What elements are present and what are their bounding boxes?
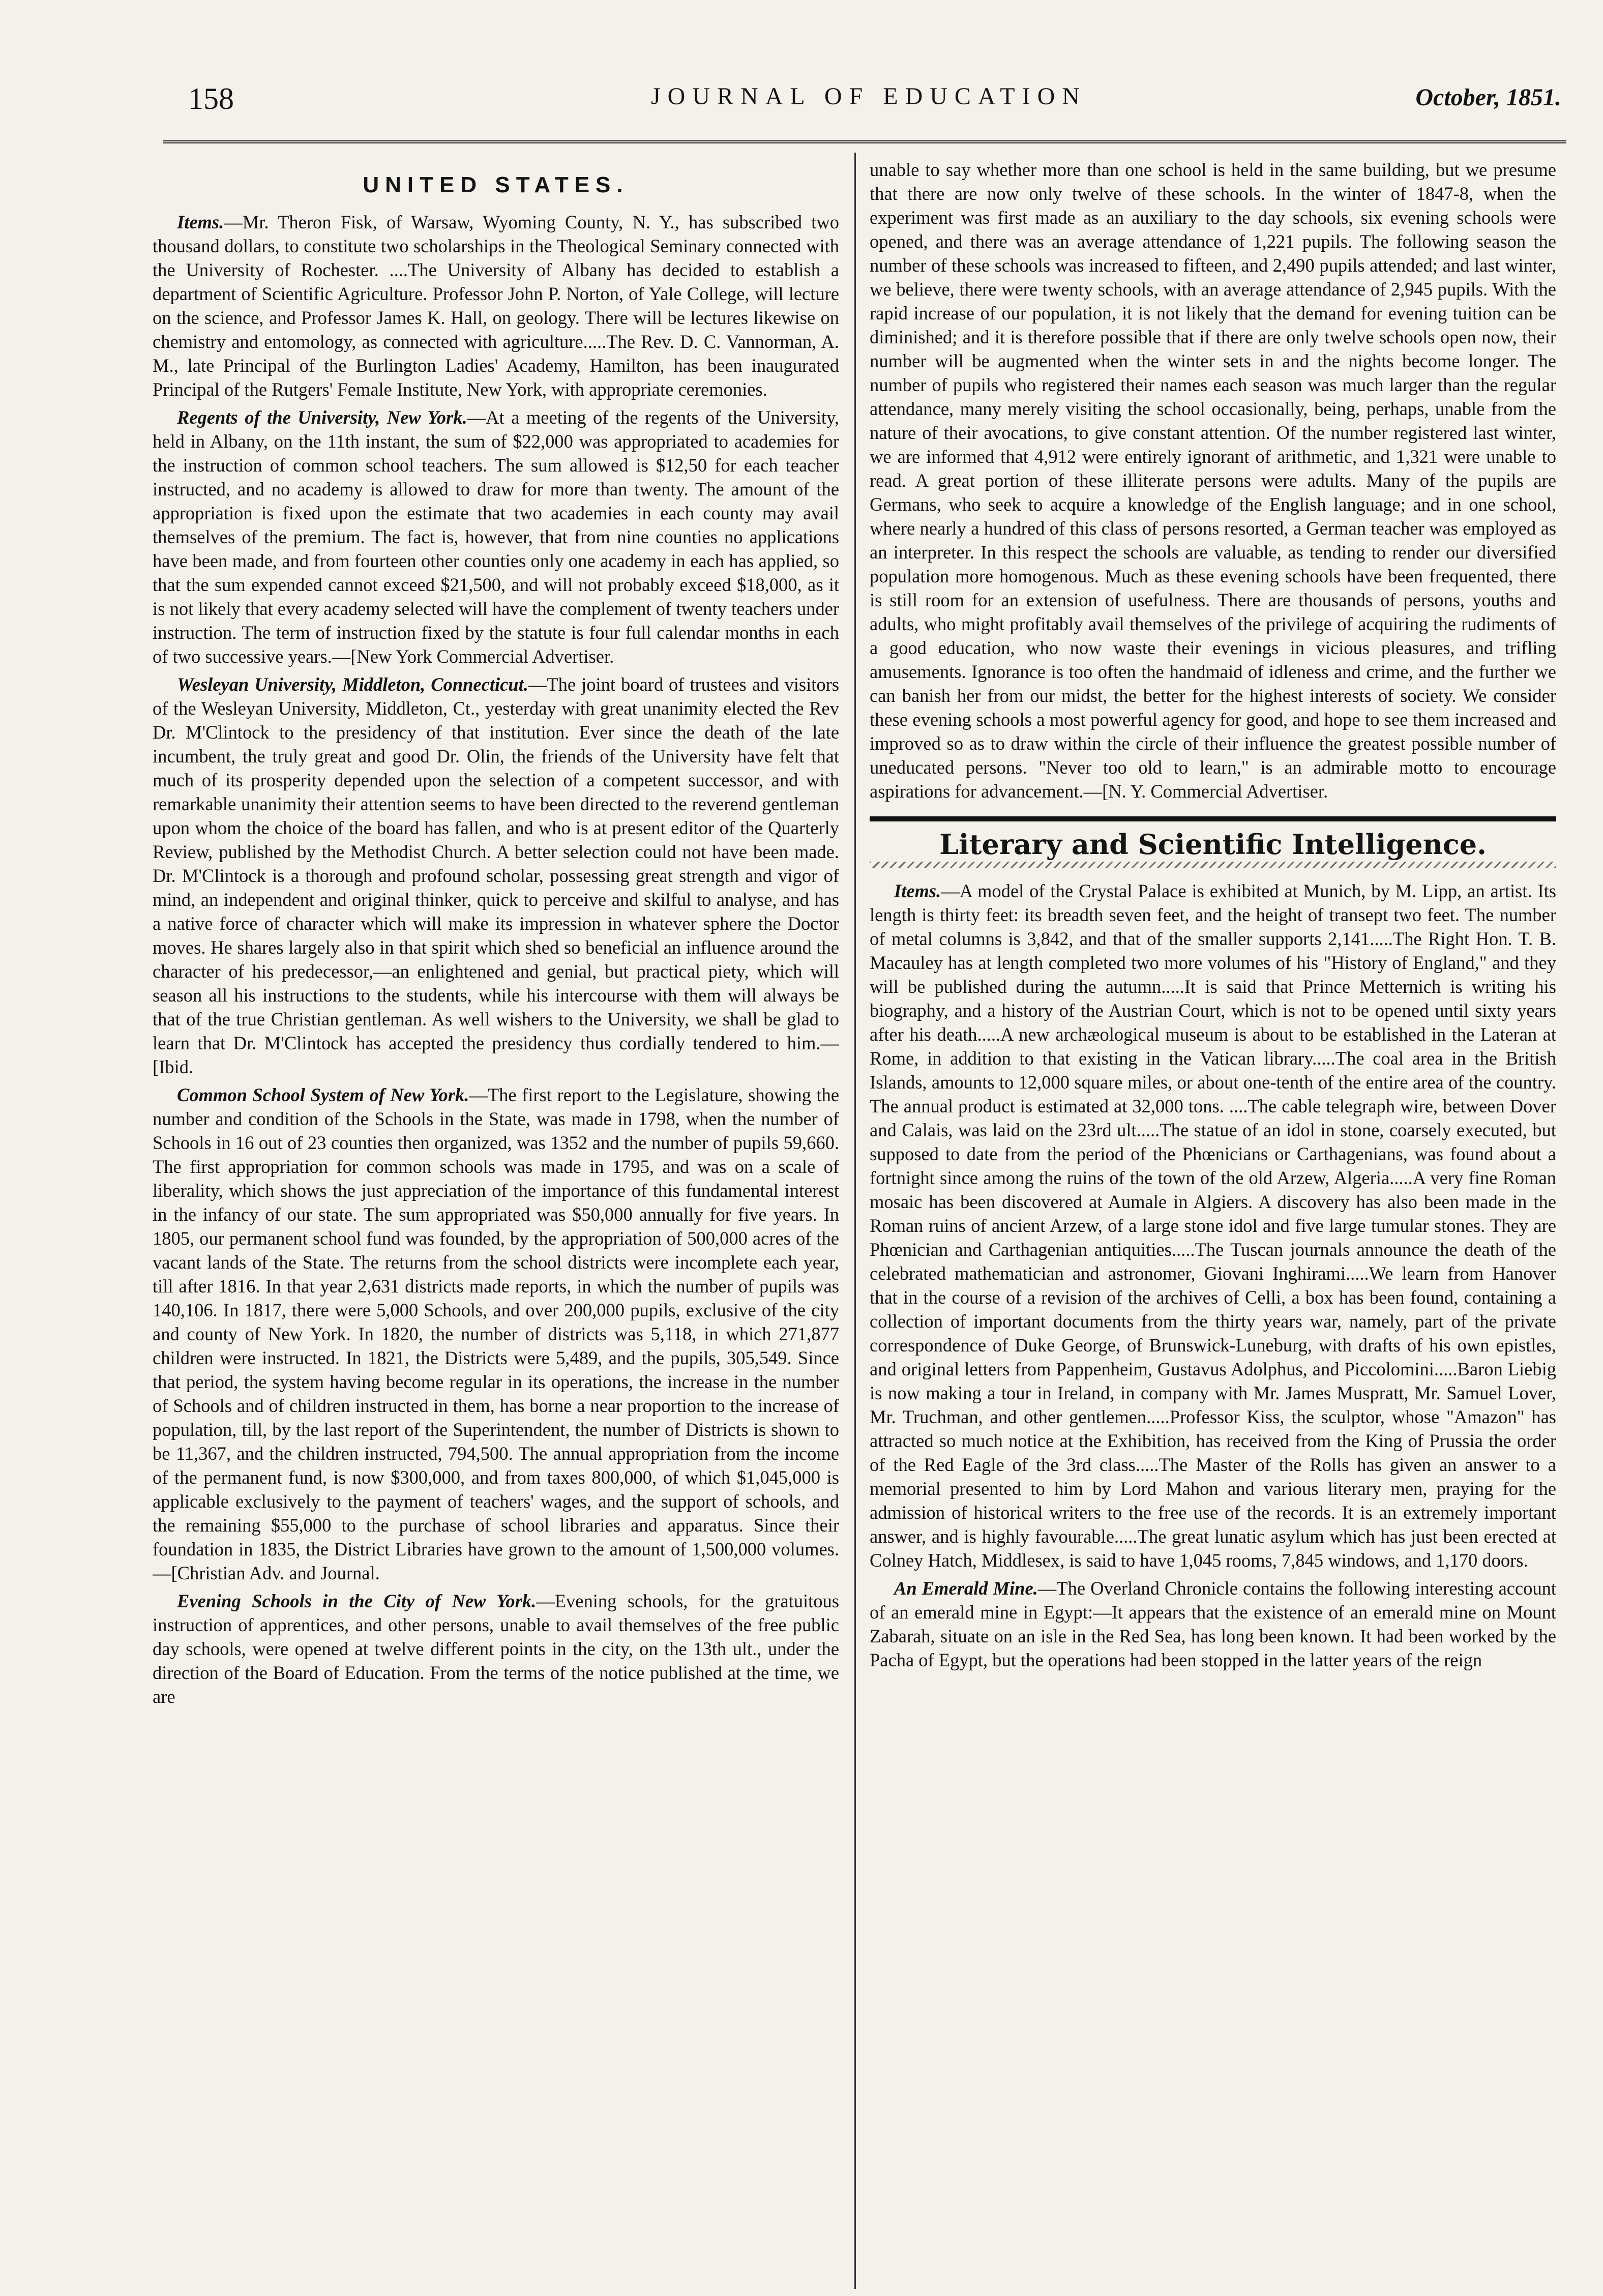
article-heading: Evening Schools in the City of New York. [177, 1591, 537, 1611]
article-common-school [153, 1083, 839, 1585]
running-head [188, 81, 1561, 122]
header-rule [163, 140, 1566, 143]
right-column [870, 158, 1556, 2289]
article-heading: Regents of the University, New York. [177, 407, 467, 428]
article-regents [153, 405, 839, 668]
issue-date: October, 1851. [1415, 84, 1561, 111]
article-body: —Mr. Theron Fisk, of Warsaw, Wyoming County, N. Y., has subscribed two thousand dollars, to constitute two scholarships in the Theological Seminary connected with the University of Rochester. ....The University of Albany has decided to establish a department of Scientific Agriculture. Professor John P. Norton, of Yale College, will lecture on the science, and Professor James K. Hall, on geology. There will be lectures likewise on chemistry and entomology, as connected with agriculture.....The Rev. D. C. Vannorman, A. M., late Principal of the Burlington Ladies' Academy, Hamilton, has been inaugurated Principal of the Rutgers' Female Institute, New York, with appropriate ceremonies. [153, 212, 839, 400]
article-heading: Common School System of New York. [177, 1084, 469, 1105]
left-column [153, 158, 839, 2289]
article-emerald-mine [870, 1576, 1556, 1672]
column-divider [854, 153, 856, 2289]
section-rule [870, 816, 1556, 821]
page-number: 158 [188, 82, 234, 115]
article-body: —The joint board of trustees and visitors of the Wesleyan University, Middleton, Ct., yesterday with great unanimity elected the Rev Dr. M'Clintock to the presidency of that institution. Ever since the death of the late incumbent, the truly great and good Dr. Olin, the friends of the University have felt that much of its prosperity depended upon the selection of a competent successor, and with remarkable unanimity their attention seems to have been directed to the reverend gentleman upon whom the choice of the board has fallen, and who is at present editor of the Quarterly Review, published by the Methodist Church. A better selection could not have been made. Dr. M'Clintock is a thorough and profound scholar, possessing great strength and vigor of mind, an independent and original thinker, quick to perceive and skilful to analyse, and has a native force of character which will make its impression in whatever sphere the Doctor moves. He shares largely also in that spirit which shed so beneficial an influence around the character of his predecessor,—an enlightened and genial, but practical piety, which will season all his instructions to the students, while his intercourse with them will always be that of the true Christian gentleman. As well wishers to the University, we shall be glad to learn that Dr. M'Clintock has accepted the presidency thus cordially tendered to him.—[Ibid. [153, 674, 839, 1077]
article-body: —A model of the Crystal Palace is exhibited at Munich, by M. Lipp, an artist. Its length is thirty feet: its breadth seven feet, and the height of transept two feet. The number of metal columns is 3,842, and that of the smaller supports 2,141.....The Right Hon. T. B. Macauley has at length completed two more volumes of his "History of England," and they will be published during the autumn.....It is said that Prince Metternich is writing his biography, and a history of the Austrian Court, which is not to be opened until sixty years after his death.....A new archæological museum is about to be established in the Lateran at Rome, in addition to that existing in the Vatican library.....The coal area in the British Islands, amounts to 12,000 square miles, or about one-tenth of the entire area of the country. The annual product is estimated at 32,000 tons. ....The cable telegraph wire, between Dover and Calais, was laid on the 23rd ult.....The statue of an idol in stone, coarsely executed, but supposed to date from the period of the Phœnicians or Carthagenians, was found about a fortnight since among the ruins of the town of the old Arzew, Algeria.....A very fine Roman mosaic has been discovered at Aumale in Algiers. A discovery has also been made in the Roman ruins of ancient Arzew, of a large stone idol and five large tumular stones. They are Phœnician and Carthagenian antiquities.....The Tuscan journals announce the death of the celebrated mathematician and astronomer, Giovani Inghirami.....We learn from Hanover that in the course of a revision of the archives of Celli, a box has been found, containing a collection of important documents from the thirty years war, namely, part of the private correspondence of Duke George, of Brunswick-Luneburg, with drafts of his own epistles, and original letters from Pappenheim, Gustavus Adolphus, and Piccolomini.....Baron Liebig is now making a tour in Ireland, in company with Mr. James Muspratt, Mr. Samuel Lover, Mr. Truchman, and other gentlemen.....Professor Kiss, the sculptor, whose "Amazon" has attracted so much notice at the Exhibition, has received from the King of Prussia the order of the Red Eagle of the 3rd class.....The Master of the Rolls has given an answer to a memorial presented to him by Lord Mahon and various literary men, praying for the admission of historical writers to the free use of the records. It is an extremely important answer, and is highly favourable.....The great lunatic asylum which has just been erected at Colney Hatch, Middlesex, is said to have 1,045 rooms, 7,845 windows, and 1,170 doors. [870, 880, 1556, 1571]
article-items-literary [870, 879, 1556, 1572]
article-heading: Items. [894, 880, 941, 901]
section-title-literary: Literary and Scientific Intelligence. [939, 828, 1487, 861]
article-wesleyan [153, 672, 839, 1079]
article-body: —At a meeting of the regents of the University, held in Albany, on the 11th instant, the sum of $22,000 was appropriated to academies for the instruction of common school teachers. The sum allowed is $12,50 for each teacher instructed, and no academy is allowed to draw for more than twenty. The amount of the appropriation is fixed upon the estimate that two academies in each county may avail themselves of the premium. The fact is, however, that from nine counties no applications have been made, and from fourteen other counties only one academy in each has applied, so that the sum expended cannot exceed $21,500, and will not probably exceed $18,000, as it is not likely that every academy selected will have the complement of twenty teachers under instruction. The term of instruction fixed by the statute is four full calendar months in each of two successive years.—[New York Commercial Advertiser. [153, 407, 839, 667]
article-body: —Evening schools, for the gratuitous instruction of apprentices, and other persons, unable to avail themselves of the free public day schools, were opened at twelve different points in the city, on the 13th ult., under the direction of the Board of Education. From the terms of the notice published at the time, we are [153, 1591, 839, 1707]
article-heading: An Emerald Mine. [894, 1578, 1038, 1599]
article-evening-schools-continued: unable to say whether more than one school is held in the same building, but we presume that there are now only twelve of these schools. In the winter of 1847-8, when the experiment was first made as an auxiliary to the day schools, six evening schools were opened, and there was an average attendance of 1,221 pupils. The following season the number of these schools was increased to fifteen, and 2,490 pupils attended; and last winter, we believe, there were twenty schools, with an average attendance of 2,945 pupils. With the rapid increase of our population, it is not likely that the demand for evening tuition can be diminished; and it is therefore possible that if there are only twelve schools open now, their number will be augmented when the winter sets in and the nights become longer. The number of pupils who registered their names each season was much larger than the regular attendance, many merely visiting the school occasionally, being, perhaps, unable from the nature of their avocations, to give constant attention. Of the number registered last winter, we are informed that 4,912 were entirely ignorant of arithmetic, and 1,321 were unable to read. A great portion of these illiterate persons were adults. Many of the pupils are Germans, who seek to acquire a knowledge of the English language; and in one school, where nearly a hundred of this class of persons resorted, a German teacher was employed as an interpreter. In this respect the schools are valuable, as tending to render our diversified population more homogenous. Much as these evening schools have been frequented, there is still room for an extension of usefulness. There are thousands of persons, youths and adults, who might profitably avail themselves of the privilege of acquiring the rudiments of a good education, who now waste their evenings in vicious pleasures, and trifling amusements. Ignorance is too often the handmaid of idleness and crime, and the further we can banish her from our midst, the better for the highest interests of society. We consider these evening schools a most powerful agency for good, and hope to see them increased and improved so as to draw within the circle of their influence the greatest possible number of uneducated persons. "Never too old to learn," is an admirable motto to encourage aspirations for advancement.—[N. Y. Commercial Advertiser. [870, 159, 1556, 802]
section-title-united-states: UNITED STATES. [363, 172, 629, 197]
article-evening-schools [153, 1589, 839, 1709]
ornamental-rule [870, 862, 1556, 868]
article-heading: Items. [177, 212, 224, 232]
article-items-us [153, 210, 839, 401]
article-heading: Wesleyan University, Middleton, Connecticut. [177, 674, 528, 695]
journal-title: JOURNAL OF EDUCATION [651, 83, 1087, 110]
article-body: —The first report to the Legislature, showing the number and condition of the Schools in the State, was made in 1798, when the number of Schools in 16 out of 23 counties then organized, was 1352 and the number of pupils 59,660. The first appropriation for common schools was made in 1795, and was on a scale of liberality, which shows the just appreciation of the importance of this fundamental interest in the infancy of our state. The sum appropriated was $50,000 annually for five years. In 1805, our permanent school fund was founded, by the appropriation of 500,000 acres of the vacant lands of the State. The returns from the school districts were incomplete each year, till after 1816. In that year 2,631 districts made reports, in which the number of pupils was 140,106. In 1817, there were 5,000 Schools, and over 200,000 pupils, exclusive of the city and county of New York. In 1820, the number of districts was 5,118, in which 271,877 children were instructed. In 1821, the Districts were 5,489, and the pupils, 305,549. Since that period, the system having become regular in its operations, the increase in the number of Schools and of children instructed in them, has borne a near proportion to the increase of population, till, by the last report of the Superintendent, the number of Districts is shown to be 11,367, and the children instructed, 794,500. The annual appropriation from the income of the permanent fund, is now $300,000, and from taxes 800,000, of which $1,045,000 is applicable exclusively to the payment of teachers' wages, and the support of schools, and the remaining $55,000 to the purchase of school libraries and apparatus. Since their foundation in 1835, the District Libraries have grown to the amount of 1,500,000 volumes.—[Christian Adv. and Journal. [153, 1084, 839, 1583]
article-body: —The Overland Chronicle contains the following interesting account of an emerald mine in Egypt:—It appears that the existence of an emerald mine on Mount Zabarah, situate on an isle in the Red Sea, has long been known. It had been worked by the Pacha of Egypt, but the operations had been stopped in the latter years of the reign [870, 1578, 1556, 1670]
